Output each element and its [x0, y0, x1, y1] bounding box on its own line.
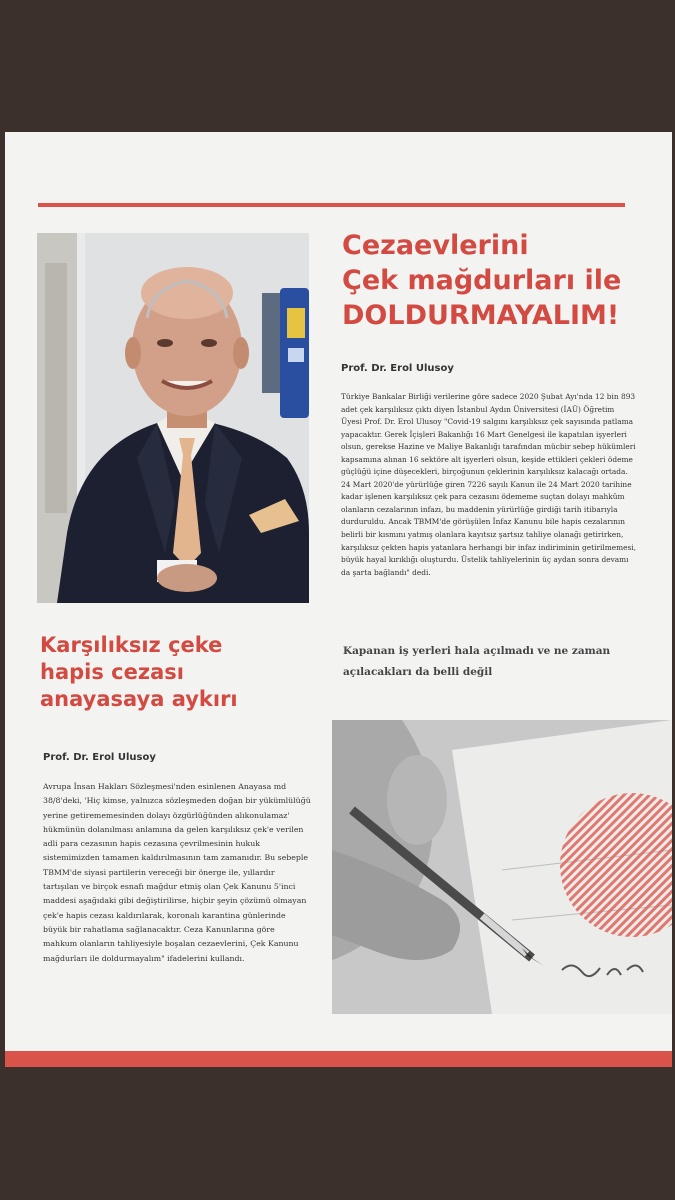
subheadline-line-1: Karşılıksız çeke — [40, 633, 223, 657]
subheadline-line-2: hapis cezası — [40, 660, 184, 684]
article-body-top: Türkiye Bankalar Birliği verilerine göre sadece 2020 Şubat Ayı'nda 12 bin 893 adet çek karşılıksız çıktı diyen İstanbul Aydın Üniversitesi (İAÜ) Öğretim Üyesi Prof. Dr. Erol Ulusoy "Covid-19 salgını karşılıksız çek sayısında patlama yapacaktır. Gerek İçişleri Bakanlığı 16 Mart Genelgesi ile kapatılan işyerleri olsun, gerekse Hazine ve Maliye Bakanlığı tarafından mücbir sebep hükümleri kapsamına alınan 16 sektöre alt işyerleri olsun, keşide ettikleri çekleri ödeme güçlüğü içine düşecekleri, birçoğunun çeklerinin karşılıksız kalacağı ortada. 24 Mart 2020'de yürürlüğe giren 7226 sayılı Kanun ile 24 Mart 2020 tarihine kadar işlenen karşılıksız çek para cezasını ödememe suçtan dolayı mahkûm olanların cezalarının infazı, bu maddenin yürürlüğe girdiği tarih itibarıyla durduruldu. Ancak TBMM'de görüşülen İnfaz Kanunu bile hapis cezalarının belirli bir kısmını yatmış olanlara kayıtsız şartsız tahliye olanağı getirirken, karşılıksız çekten hapis yatanlara herhangi bir infaz indiriminin getirilmemesi, büyük hayal kırıklığı oluşturdu. Üstelik tahliyelerinin üç aydan sonra devamı da şarta bağlandı" dedi. — [341, 392, 637, 577]
pull-quote: Kapanan iş yerleri hala açılmadı ve ne zaman açılacakları da belli değil — [343, 645, 611, 678]
bottom-accent-bar — [5, 1051, 672, 1067]
author-byline-top: Prof. Dr. Erol Ulusoy — [341, 363, 454, 374]
top-divider — [38, 203, 625, 207]
headline-line-3: DOLDURMAYALIM! — [342, 300, 620, 331]
headline-line-1: Cezaevlerini — [342, 230, 529, 261]
headline-line-2: Çek mağdurları ile — [342, 265, 622, 296]
article-body-bottom: Avrupa İnsan Hakları Sözleşmesi'nden esinlenen Anayasa md 38/8'deki, 'Hiç kimse, yalnızca sözleşmeden doğan bir yükümlülüğü yerine getirememesinden dolayı özgürlüğünden alıkonulamaz' hükmünün dolanılması anlamına da gelen karşılıksız çek'e verilen adli para cezasının hapis cezasına çevrilmesinin hukuk sistemimizden tamamen kaldırılmasının tam zamanıdır. Bu sebeple TBMM'de siyasi partilerin vereceği bir önerge ile, yıllardır tartışılan ve birçok esnafı mağdur etmiş olan Çek Kanunu 5'inci maddesi aşağıdaki gibi değiştirilirse, hiçbir şeyin çözümü olmayan çek'e hapis cezası kaldırılarak, koronalı karantina günlerinde büyük bir rahatlama sağlanacaktır. Ceza Kanunlarına göre mahkum olanların tahliyesiyle boşalan cezaevlerini, Çek Kanunu mağdurları ile doldurmayalım" ifadelerini kullandı. — [43, 782, 311, 963]
author-portrait — [37, 233, 309, 603]
main-headline — [342, 228, 662, 333]
cheque-signing-photo — [332, 720, 672, 1014]
sub-headline — [40, 632, 330, 713]
magazine-page — [5, 132, 672, 1067]
author-byline-bottom: Prof. Dr. Erol Ulusoy — [43, 752, 156, 763]
subheadline-line-3: anayasaya aykırı — [40, 687, 238, 711]
